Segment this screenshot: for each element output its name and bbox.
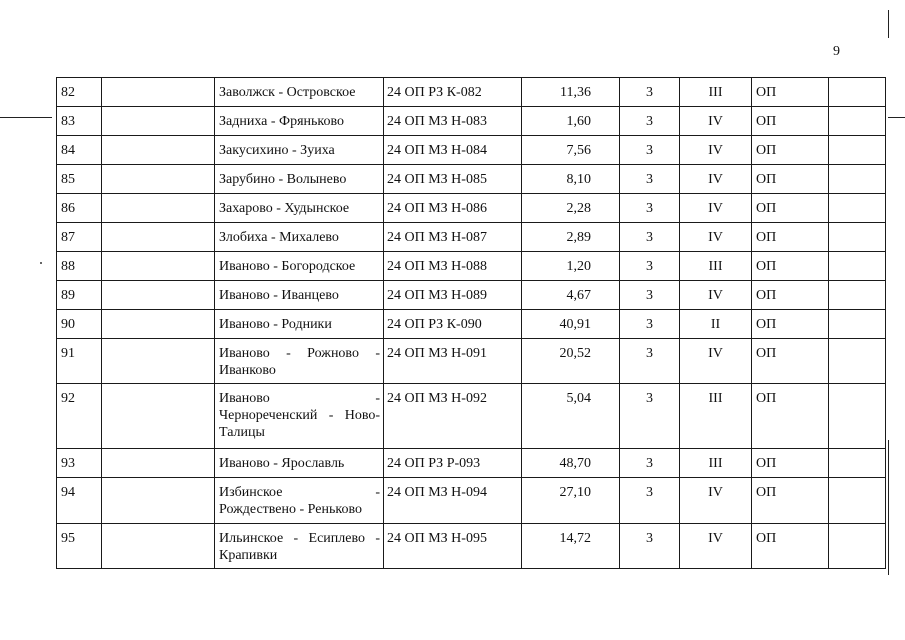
road-name-line: Иваново - Иванцево: [219, 288, 339, 303]
empty-cell: [102, 252, 215, 281]
table-row: [57, 384, 886, 449]
length-cell: 1,60: [522, 107, 620, 136]
road-name-line: Захарово - Худынское: [219, 201, 350, 216]
length-cell: 27,10: [522, 478, 620, 524]
lanes-cell: 3: [620, 524, 680, 569]
road-name-line: Злобиха - Михалево: [219, 230, 339, 245]
road-name-cell: [215, 449, 384, 478]
table-row: [57, 524, 886, 569]
category-cell: III: [680, 384, 752, 449]
road-name-cell: [215, 478, 384, 524]
row-number-cell: 86: [57, 194, 102, 223]
road-name-cell: [215, 281, 384, 310]
road-code-cell: 24 ОП МЗ Н-085: [384, 165, 522, 194]
table-row: [57, 478, 886, 524]
road-name-line: Ильинское - Есиплево -: [219, 531, 380, 546]
empty-cell: [102, 136, 215, 165]
category-cell: IV: [680, 136, 752, 165]
road-name-cell: [215, 136, 384, 165]
empty-cell: [829, 310, 886, 339]
row-number-cell: 84: [57, 136, 102, 165]
row-number-cell: 95: [57, 524, 102, 569]
empty-cell: [102, 223, 215, 252]
road-name-line: Иваново - Рожново -: [219, 346, 380, 361]
category-cell: III: [680, 252, 752, 281]
road-code-cell: 24 ОП РЗ К-090: [384, 310, 522, 339]
category-cell: IV: [680, 339, 752, 384]
road-code-cell: 24 ОП МЗ Н-091: [384, 339, 522, 384]
road-name-cell: [215, 78, 384, 107]
empty-cell: [102, 384, 215, 449]
road-name-line: Заволжск - Островское: [219, 85, 356, 100]
length-cell: 7,56: [522, 136, 620, 165]
road-name-cell: [215, 384, 384, 449]
road-code-cell: 24 ОП МЗ Н-088: [384, 252, 522, 281]
lanes-cell: 3: [620, 339, 680, 384]
row-number-cell: 83: [57, 107, 102, 136]
category-cell: IV: [680, 107, 752, 136]
table-row: [57, 449, 886, 478]
road-code-cell: 24 ОП МЗ Н-086: [384, 194, 522, 223]
road-code-cell: 24 ОП МЗ Н-083: [384, 107, 522, 136]
category-cell: IV: [680, 478, 752, 524]
road-name-line: Задниха - Фряньково: [219, 114, 345, 129]
lanes-cell: 3: [620, 78, 680, 107]
empty-cell: [829, 449, 886, 478]
road-kind-cell: ОП: [752, 478, 829, 524]
road-name-line: Иваново - Богородское: [219, 259, 356, 274]
length-cell: 1,20: [522, 252, 620, 281]
row-number-cell: 94: [57, 478, 102, 524]
road-name-cell: [215, 310, 384, 339]
empty-cell: [102, 107, 215, 136]
lanes-cell: 3: [620, 194, 680, 223]
empty-cell: [102, 339, 215, 384]
empty-cell: [829, 194, 886, 223]
road-code-cell: 24 ОП РЗ Р-093: [384, 449, 522, 478]
empty-cell: [102, 478, 215, 524]
length-cell: 40,91: [522, 310, 620, 339]
row-number-cell: 92: [57, 384, 102, 449]
category-cell: IV: [680, 524, 752, 569]
road-name-cell: [215, 223, 384, 252]
empty-cell: [829, 78, 886, 107]
road-name-line: Крапивки: [219, 548, 278, 563]
table-row: [57, 165, 886, 194]
table-row: [57, 223, 886, 252]
road-kind-cell: ОП: [752, 449, 829, 478]
lanes-cell: 3: [620, 252, 680, 281]
road-kind-cell: ОП: [752, 194, 829, 223]
row-number-cell: 90: [57, 310, 102, 339]
length-cell: 11,36: [522, 78, 620, 107]
empty-cell: [829, 252, 886, 281]
category-cell: IV: [680, 165, 752, 194]
length-cell: 2,28: [522, 194, 620, 223]
empty-cell: [829, 478, 886, 524]
scan-dot: [40, 262, 42, 264]
road-kind-cell: ОП: [752, 252, 829, 281]
empty-cell: [829, 136, 886, 165]
table-row: [57, 136, 886, 165]
table-row: [57, 78, 886, 107]
table-row: [57, 252, 886, 281]
road-kind-cell: ОП: [752, 78, 829, 107]
road-name-line: Иваново - Ярославль: [219, 456, 345, 471]
empty-cell: [102, 310, 215, 339]
lanes-cell: 3: [620, 136, 680, 165]
empty-cell: [829, 339, 886, 384]
row-number-cell: 82: [57, 78, 102, 107]
road-code-cell: 24 ОП МЗ Н-094: [384, 478, 522, 524]
table-row: [57, 281, 886, 310]
road-kind-cell: ОП: [752, 136, 829, 165]
scan-edge-mark-top-right: [888, 10, 889, 38]
lanes-cell: 3: [620, 449, 680, 478]
length-cell: 5,04: [522, 384, 620, 449]
page-number: 9: [833, 44, 840, 59]
road-code-cell: 24 ОП МЗ Н-084: [384, 136, 522, 165]
roads-table-body: [57, 78, 886, 569]
length-cell: 14,72: [522, 524, 620, 569]
road-name-line: Талицы: [219, 425, 265, 440]
scan-edge-mark-left: [0, 117, 52, 118]
empty-cell: [829, 223, 886, 252]
row-number-cell: 89: [57, 281, 102, 310]
road-code-cell: 24 ОП МЗ Н-089: [384, 281, 522, 310]
empty-cell: [102, 281, 215, 310]
road-name-line: Зарубино - Волынево: [219, 172, 347, 187]
lanes-cell: 3: [620, 384, 680, 449]
road-name-cell: [215, 524, 384, 569]
category-cell: IV: [680, 194, 752, 223]
lanes-cell: 3: [620, 310, 680, 339]
lanes-cell: 3: [620, 165, 680, 194]
table-row: [57, 339, 886, 384]
empty-cell: [829, 281, 886, 310]
lanes-cell: 3: [620, 223, 680, 252]
empty-cell: [102, 165, 215, 194]
empty-cell: [102, 449, 215, 478]
road-name-cell: [215, 107, 384, 136]
road-name-line: Иваново - Родники: [219, 317, 332, 332]
road-kind-cell: ОП: [752, 281, 829, 310]
length-cell: 8,10: [522, 165, 620, 194]
length-cell: 4,67: [522, 281, 620, 310]
lanes-cell: 3: [620, 107, 680, 136]
category-cell: IV: [680, 223, 752, 252]
lanes-cell: 3: [620, 281, 680, 310]
length-cell: 2,89: [522, 223, 620, 252]
road-name-line: Закусихино - Зуиха: [219, 143, 335, 158]
road-code-cell: 24 ОП РЗ К-082: [384, 78, 522, 107]
road-kind-cell: ОП: [752, 223, 829, 252]
road-name-cell: [215, 165, 384, 194]
row-number-cell: 93: [57, 449, 102, 478]
road-kind-cell: ОП: [752, 524, 829, 569]
road-name-cell: [215, 194, 384, 223]
row-number-cell: 87: [57, 223, 102, 252]
category-cell: IV: [680, 281, 752, 310]
empty-cell: [102, 524, 215, 569]
row-number-cell: 91: [57, 339, 102, 384]
table-row: [57, 310, 886, 339]
category-cell: II: [680, 310, 752, 339]
road-kind-cell: ОП: [752, 310, 829, 339]
roads-table: [56, 77, 886, 569]
category-cell: III: [680, 78, 752, 107]
road-name-line: Иваново -: [219, 391, 380, 406]
road-kind-cell: ОП: [752, 107, 829, 136]
empty-cell: [829, 107, 886, 136]
road-kind-cell: ОП: [752, 339, 829, 384]
row-number-cell: 85: [57, 165, 102, 194]
empty-cell: [102, 194, 215, 223]
empty-cell: [829, 524, 886, 569]
road-name-line: Рождествено - Реньково: [219, 502, 362, 517]
lanes-cell: 3: [620, 478, 680, 524]
road-code-cell: 24 ОП МЗ Н-087: [384, 223, 522, 252]
road-name-line: Избинское -: [219, 485, 380, 500]
scan-edge-mark-right: [888, 117, 905, 118]
road-name-line: Иванково: [219, 363, 276, 378]
empty-cell: [829, 384, 886, 449]
table-row: [57, 107, 886, 136]
empty-cell: [829, 165, 886, 194]
length-cell: 20,52: [522, 339, 620, 384]
row-number-cell: 88: [57, 252, 102, 281]
length-cell: 48,70: [522, 449, 620, 478]
road-name-cell: [215, 252, 384, 281]
scan-edge-mark-right-vertical: [888, 440, 889, 575]
empty-cell: [102, 78, 215, 107]
road-name-line: Чернореченский - Ново-: [219, 408, 380, 423]
table-row: [57, 194, 886, 223]
category-cell: III: [680, 449, 752, 478]
road-code-cell: 24 ОП МЗ Н-092: [384, 384, 522, 449]
road-kind-cell: ОП: [752, 165, 829, 194]
road-name-cell: [215, 339, 384, 384]
road-kind-cell: ОП: [752, 384, 829, 449]
road-code-cell: 24 ОП МЗ Н-095: [384, 524, 522, 569]
